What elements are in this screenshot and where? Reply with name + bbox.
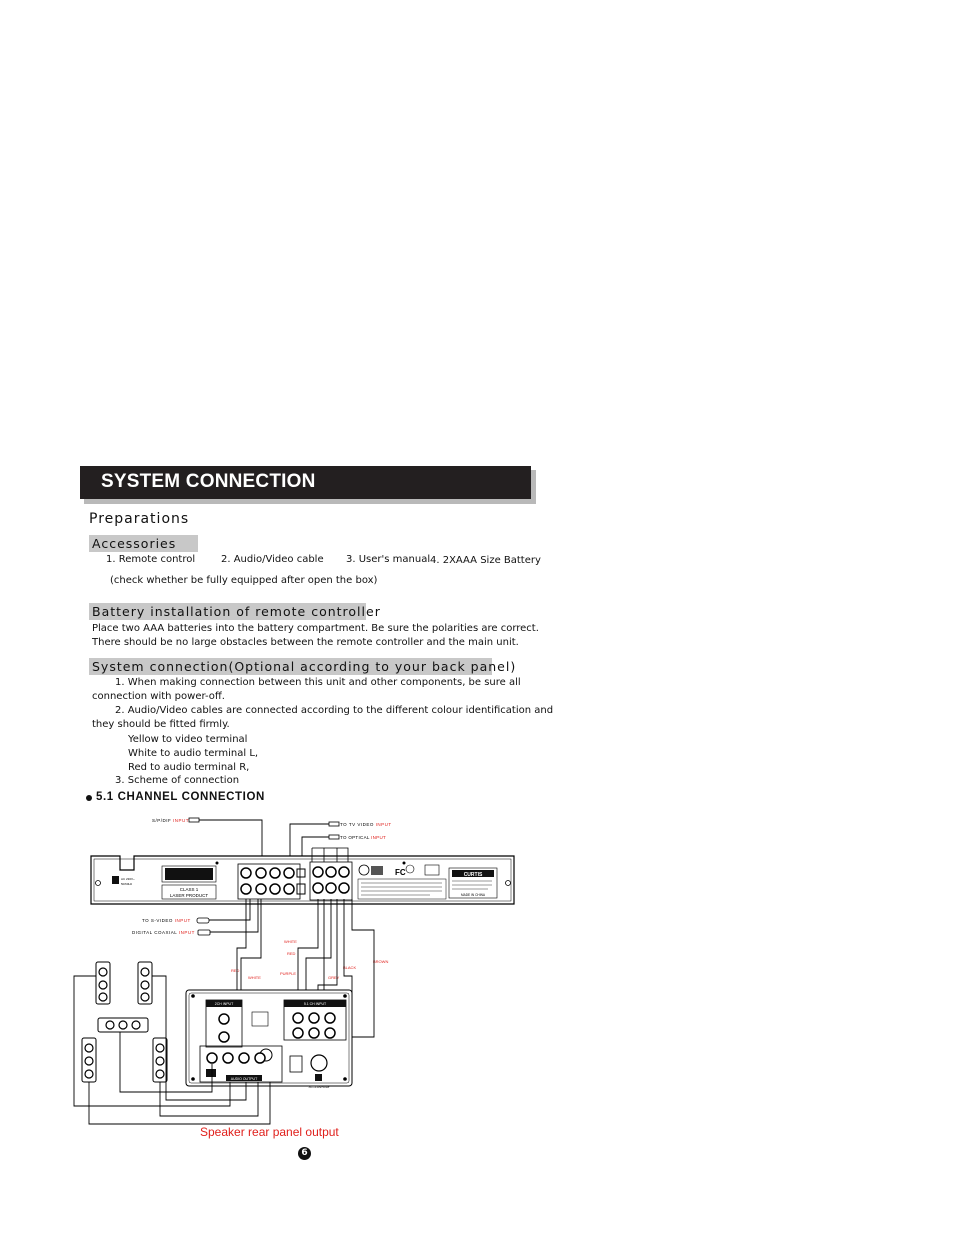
spdif-plug bbox=[189, 818, 199, 822]
svg-text:LASER PRODUCT: LASER PRODUCT bbox=[169, 893, 209, 898]
system-heading: System connection(Optional according to your back panel) bbox=[92, 659, 517, 674]
optical-plug bbox=[329, 835, 339, 839]
speaker-center bbox=[98, 1018, 148, 1032]
page-number: 6 bbox=[298, 1147, 311, 1160]
svg-text:RED: RED bbox=[231, 968, 240, 973]
accessory-item: 1. Remote control bbox=[106, 554, 196, 565]
system-line: 2. Audio/Video cables are connected according to the different colour identification and bbox=[115, 705, 554, 716]
accessory-item: 2. Audio/Video cable bbox=[221, 554, 324, 565]
preparations-heading: Preparations bbox=[89, 511, 190, 527]
svg-text:RED: RED bbox=[287, 951, 296, 956]
channel-heading: 5.1 CHANNEL CONNECTION bbox=[96, 791, 265, 803]
svg-text:DIGITAL COAXIAL INPUT: DIGITAL COAXIAL INPUT bbox=[132, 930, 195, 935]
speaker-rear-right bbox=[153, 1038, 167, 1082]
svg-text:CURTIS: CURTIS bbox=[463, 872, 483, 878]
svg-text:AC~230V/50Hz: AC~230V/50Hz bbox=[308, 1085, 330, 1089]
system-line: connection with power-off. bbox=[92, 691, 225, 702]
svg-text:TO S-VIDEO INPUT: TO S-VIDEO INPUT bbox=[142, 918, 191, 923]
svg-text:S/P/DIF INPUT: S/P/DIF INPUT bbox=[152, 818, 190, 823]
svg-text:2CH INPUT: 2CH INPUT bbox=[214, 1002, 234, 1006]
svg-text:CLASS 1: CLASS 1 bbox=[179, 887, 199, 892]
system-line: they should be fitted firmly. bbox=[92, 719, 230, 730]
speaker-rear-left bbox=[82, 1038, 96, 1082]
svg-text:MADE IN CHINA: MADE IN CHINA bbox=[460, 893, 486, 897]
svg-text:FC: FC bbox=[395, 868, 406, 877]
svg-text:WHITE: WHITE bbox=[284, 939, 297, 944]
svg-text:BLACK: BLACK bbox=[343, 965, 357, 970]
color-rule: White to audio terminal L, bbox=[128, 748, 259, 759]
svg-text:GREY: GREY bbox=[328, 975, 340, 980]
page-title: SYSTEM CONNECTION bbox=[101, 471, 316, 492]
system-line: 1. When making connection between this unit and other components, be sure all bbox=[115, 677, 521, 688]
system-line: 3. Scheme of connection bbox=[115, 775, 240, 786]
accessory-item: 3. User's manual bbox=[346, 554, 431, 565]
speaker-front-left bbox=[96, 962, 110, 1004]
svg-text:WHITE: WHITE bbox=[248, 975, 261, 980]
power-socket bbox=[112, 876, 119, 884]
accessory-item: 4. 2XAAA Size Battery bbox=[430, 555, 541, 566]
svg-text:AC 230V~: AC 230V~ bbox=[121, 877, 135, 881]
battery-heading: Battery installation of remote controller bbox=[92, 604, 381, 619]
tv-video-plug bbox=[329, 822, 339, 826]
color-rule: Yellow to video terminal bbox=[128, 734, 248, 745]
diagram-caption: Speaker rear panel output bbox=[200, 1125, 339, 1139]
battery-line: There should be no large obstacles between the remote controller and the main unit. bbox=[92, 637, 519, 648]
accessories-heading: Accessories bbox=[92, 536, 177, 551]
svg-text:AUDIO OUTPUT: AUDIO OUTPUT bbox=[230, 1077, 258, 1081]
svg-text:5.1 CH INPUT: 5.1 CH INPUT bbox=[303, 1002, 327, 1006]
svg-text:PURPLE: PURPLE bbox=[280, 971, 297, 976]
color-rule: Red to audio terminal R, bbox=[128, 762, 250, 773]
battery-line: Place two AAA batteries into the battery compartment. Be sure the polarities are correct. bbox=[92, 623, 539, 634]
svg-text:BROWN: BROWN bbox=[373, 959, 389, 964]
speaker-front-right bbox=[138, 962, 152, 1004]
svg-text:TO OPTICAL INPUT: TO OPTICAL INPUT bbox=[340, 835, 387, 840]
dvd-back-panel bbox=[91, 856, 514, 904]
accessories-note: (check whether be fully equipped after open the box) bbox=[110, 575, 378, 586]
svg-text:50/60Hz: 50/60Hz bbox=[121, 882, 133, 886]
svg-text:TO TV VIDEO INPUT: TO TV VIDEO INPUT bbox=[340, 822, 392, 827]
